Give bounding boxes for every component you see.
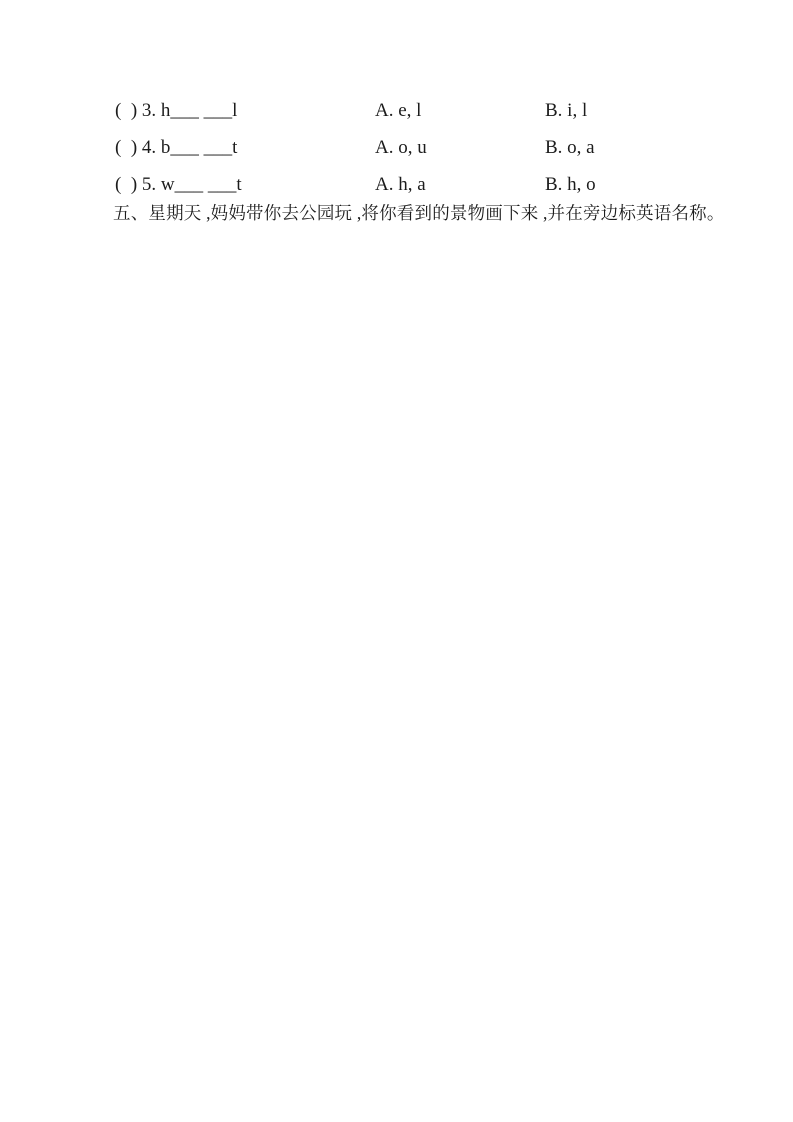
question-4-text: ( ) 4. b___ ___t	[115, 137, 238, 158]
question-3-option-a: A. e, l	[375, 100, 422, 121]
question-row-5	[115, 174, 596, 196]
question-5-option-b: B. h, o	[545, 174, 596, 195]
question-row-4	[115, 137, 595, 159]
section-5-instruction: 五、星期天 ,妈妈带你去公园玩 ,将你看到的景物画下来 ,并在旁边标英语名称。	[113, 203, 725, 223]
question-5-text: ( ) 5. w___ ___t	[115, 174, 242, 195]
question-3-option-b: B. i, l	[545, 100, 588, 121]
question-5-option-a: A. h, a	[375, 174, 426, 195]
question-3-text: ( ) 3. h___ ___l	[115, 100, 238, 121]
question-row-3	[115, 100, 587, 122]
question-4-option-a: A. o, u	[375, 137, 427, 158]
question-4-option-b: B. o, a	[545, 137, 595, 158]
